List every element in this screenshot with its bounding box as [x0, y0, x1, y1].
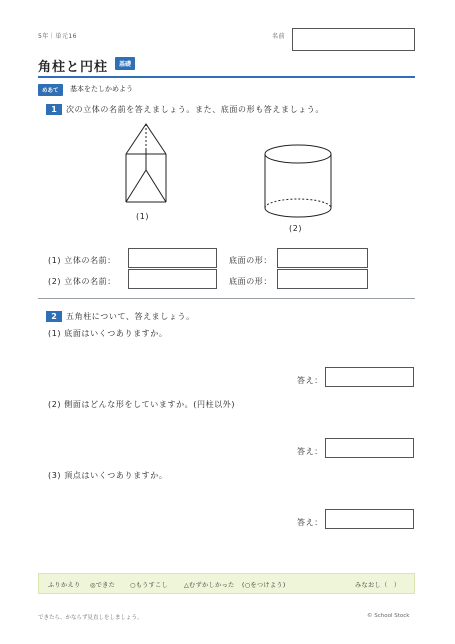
section-2-number: 2 — [46, 311, 62, 322]
question-3-answer-box[interactable] — [325, 509, 414, 529]
question-2-answer-label: 答え： — [297, 447, 323, 456]
review-option-hard[interactable]: △むずかしかった — [184, 582, 235, 589]
cylinder-figure — [262, 142, 334, 222]
question-1-answer-box[interactable] — [325, 367, 414, 387]
name-label: 名前 — [272, 33, 286, 40]
goal-badge: めあて — [38, 84, 63, 96]
question-2-text: (2) 側面はどんな形をしていますか。(円柱以外) — [48, 400, 236, 409]
row2-name-prompt: (2) 立体の名前： — [48, 277, 116, 286]
section-1-instruction: 次の立体の名前を答えましょう。また、底面の形も答えましょう。 — [66, 105, 324, 114]
section-1-number: 1 — [46, 104, 62, 115]
footer-note: できたら、かならず見直しをしましょう。 — [38, 615, 143, 621]
row1-base-answer-box[interactable] — [277, 248, 368, 268]
title-underline — [38, 76, 415, 78]
section-2-instruction: 五角柱について、答えましょう。 — [66, 312, 195, 321]
review-label: ふりかえり — [48, 582, 81, 589]
triangular-prism-figure — [118, 120, 178, 208]
page-title: 角柱と円柱 — [38, 60, 109, 75]
level-badge: 基礎 — [115, 57, 135, 70]
question-1-text: (1) 底面はいくつありますか。 — [48, 329, 168, 338]
row1-name-prompt: (1) 立体の名前： — [48, 256, 116, 265]
question-3-answer-label: 答え： — [297, 518, 323, 527]
name-input-box[interactable] — [292, 28, 415, 51]
question-2-answer-box[interactable] — [325, 438, 414, 458]
grade-unit-label: 5年｜単元16 — [38, 33, 77, 40]
row2-base-prompt: 底面の形： — [229, 277, 272, 286]
row1-base-prompt: 底面の形： — [229, 256, 272, 265]
row2-base-answer-box[interactable] — [277, 269, 368, 289]
figure-1-label: (1) — [136, 212, 150, 221]
question-3-text: (3) 頂点はいくつありますか。 — [48, 471, 168, 480]
review-option-almost[interactable]: ○もうすこし — [130, 582, 169, 589]
review-option-done[interactable]: ◎できた — [90, 582, 116, 589]
section-divider — [38, 298, 415, 299]
footer-copyright: © School Stock — [367, 613, 410, 619]
goal-text: 基本をたしかめよう — [70, 85, 133, 93]
figure-2-label: (2) — [289, 224, 303, 233]
review-redo[interactable]: みなおし（ ） — [355, 582, 401, 589]
row2-name-answer-box[interactable] — [128, 269, 217, 289]
review-instruction: (○をつけよう) — [242, 582, 286, 589]
question-1-answer-label: 答え： — [297, 376, 323, 385]
row1-name-answer-box[interactable] — [128, 248, 217, 268]
